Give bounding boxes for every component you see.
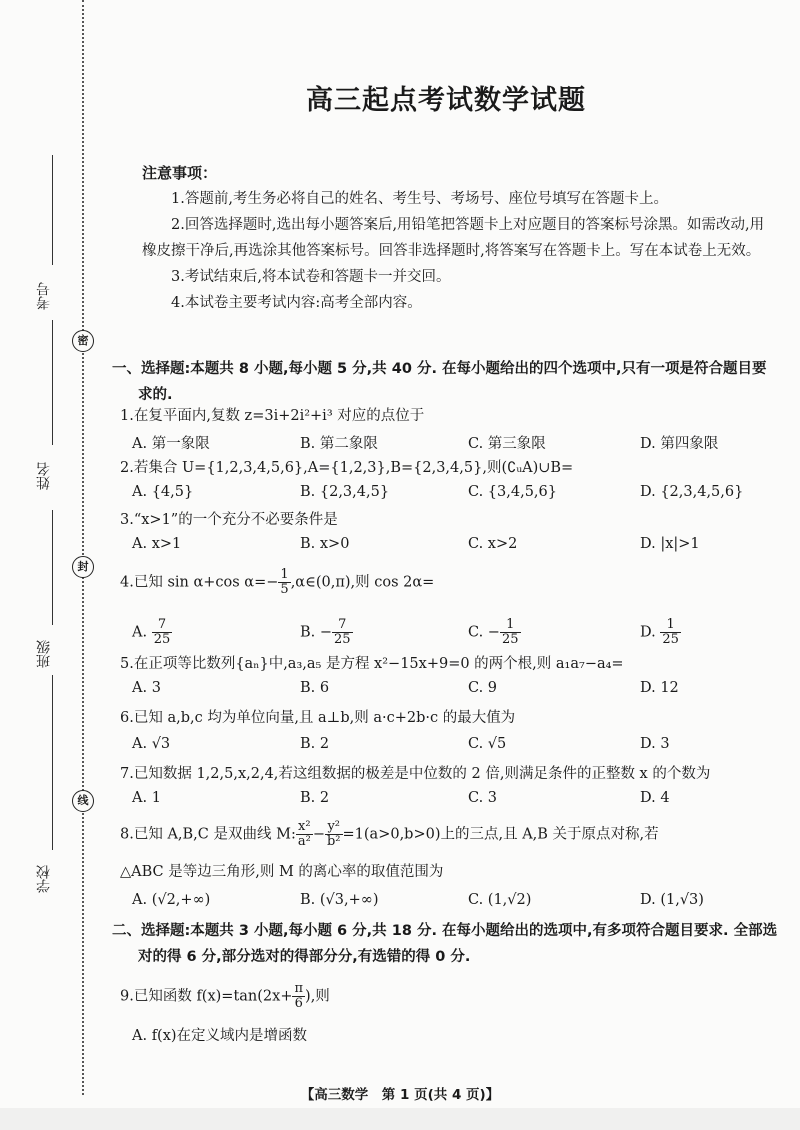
section-1-header: 一、选择题:本题共 8 小题,每小题 5 分,共 40 分. 在每小题给出的四个选项中,只有一项是符合题目要求的. — [112, 361, 767, 403]
question-3: 3.“x>1”的一个充分不必要条件是 — [120, 512, 338, 528]
banji-line — [52, 510, 53, 625]
frac-den: 6 — [294, 996, 303, 1011]
question-5: 5.在正项等比数列{aₙ}中,a₃,a₅ 是方程 x²−15x+9=0 的两个根,则 a₁a₇−a₄= — [120, 656, 624, 672]
frac-den: 25 — [662, 632, 679, 647]
option-d: D. 第四象限 — [640, 436, 719, 452]
seal-char-xian: 线 — [72, 790, 94, 812]
option-a: A. 3 — [132, 680, 161, 696]
option-b: B. (√3,+∞) — [300, 892, 379, 908]
seal-char-mi: 密 — [72, 330, 94, 352]
frac-den: 25 — [334, 632, 351, 647]
frac-num: 7 — [152, 618, 173, 633]
page-footer: 【高三数学 第 1 页(共 4 页)】 — [300, 1087, 500, 1103]
option-b: B. 第二象限 — [300, 436, 378, 452]
option-b — [300, 618, 353, 647]
question-8-line2: △ABC 是等边三角形,则 M 的离心率的取值范围为 — [120, 864, 444, 880]
option-a: A. 1 — [132, 790, 161, 806]
q9-fraction — [292, 982, 305, 1011]
frac-den: b² — [326, 834, 341, 849]
option-d: D. 12 — [640, 680, 679, 696]
note-item: 1.答题前,考生务必将自己的姓名、考生号、考场号、座位号填写在答题卡上。 — [171, 191, 668, 207]
option-a: A. {4,5} — [132, 484, 194, 500]
option-c: C. x>2 — [468, 536, 518, 552]
q4-stem-a: 4.已知 sin α+cos α=− — [120, 574, 279, 591]
xingming-line — [52, 320, 53, 445]
option-b: B. {2,3,4,5} — [300, 484, 390, 500]
question-2: 2.若集合 U={1,2,3,4,5,6},A={1,2,3},B={2,3,4,5},则(∁ᵤA)∪B= — [120, 460, 574, 476]
question-9 — [120, 982, 780, 1011]
field-banji: 班级 — [36, 640, 52, 668]
opt-prefix: D. — [640, 624, 661, 641]
option-d: D. |x|>1 — [640, 536, 700, 552]
option-c: C. {3,4,5,6} — [468, 484, 557, 500]
q9-stem-b: ),则 — [305, 988, 330, 1005]
opt-prefix: C. − — [468, 624, 500, 641]
note-item: 4.本试卷主要考试内容:高考全部内容。 — [171, 295, 422, 311]
option-c: C. 第三象限 — [468, 436, 546, 452]
option-c: C. √5 — [468, 736, 507, 752]
question-6: 6.已知 a,b,c 均为单位向量,且 a⊥b,则 a·c+2b·c 的最大值为 — [120, 710, 516, 726]
question-8: 8.已知 A,B,C 是双曲线 M: $\frac{\text{x²}}{\text{a²}}$ − $\frac{\text{y²}}{\text{b²}}$ =1(a>0,b>0)上的三点,且 A,B 关于原点对称,若 — [120, 819, 659, 849]
option-c: C. 9 — [468, 680, 498, 696]
frac-num: x² — [296, 820, 313, 835]
q8-frac-y — [325, 820, 343, 849]
seal-dotted-line — [82, 0, 84, 1095]
frac-num: 7 — [332, 618, 353, 633]
frac-num: 1 — [500, 618, 521, 633]
frac-den: 25 — [501, 632, 519, 647]
option-b: B. 2 — [300, 790, 330, 806]
frac-den: a² — [297, 834, 311, 849]
option-a: A. √3 — [132, 736, 171, 752]
frac-den: 5 — [280, 582, 289, 597]
option-c: C. 3 — [468, 790, 498, 806]
option-d: D. {2,3,4,5,6} — [640, 484, 744, 500]
field-xingming: 姓名 — [36, 462, 52, 490]
notes-block — [142, 160, 772, 316]
note-item: 3.考试结束后,将本试卷和答题卡一并交回。 — [171, 269, 451, 285]
frac-num: y² — [325, 820, 343, 835]
seal-char-feng: 封 — [72, 556, 94, 578]
option-a: A. x>1 — [132, 536, 182, 552]
field-xuexiao: 学校 — [36, 865, 52, 893]
frac-num: π — [294, 981, 304, 996]
frac-den: 25 — [153, 632, 171, 647]
option-a: A. f(x)在定义域内是增函数 — [132, 1028, 308, 1044]
option-b: B. 2 — [300, 736, 330, 752]
option-d — [640, 618, 681, 647]
frac-num: 1 — [280, 567, 289, 582]
option-d: D. (1,√3) — [640, 892, 704, 908]
q4-stem-b: ,α∈(0,π),则 cos 2α= — [290, 574, 435, 591]
opt-prefix: A. — [132, 624, 152, 641]
option-a: A. (√2,+∞) — [132, 892, 211, 908]
question-7: 7.已知数据 1,2,5,x,2,4,若这组数据的极差是中位数的 2 倍,则满足条件的正整数 x 的个数为 — [120, 766, 711, 782]
note-item: 2.回答选择题时,选出每小题答案后,用铅笔把答题卡上对应题目的答案标号涂黑。如需改动,用橡皮擦干净后,再选涂其他答案标号。回答非选择题时,将答案写在答题卡上。写在本试卷上无效。 — [142, 217, 765, 259]
option-a: A. 第一象限 — [132, 436, 210, 452]
frac-num: 1 — [660, 618, 681, 633]
q8-stem-b: =1(a>0,b>0)上的三点,且 A,B 关于原点对称,若 — [342, 826, 659, 843]
opt-prefix: B. − — [300, 624, 333, 641]
option-d: D. 3 — [640, 736, 670, 752]
option-d: D. 4 — [640, 790, 670, 806]
notes-heading: 注意事项： — [142, 164, 218, 182]
page-title: 高三起点考试数学试题 — [306, 85, 586, 116]
option-b: B. x>0 — [300, 536, 350, 552]
question-1: 1.在复平面内,复数 z=3i+2i²+i³ 对应的点位于 — [120, 408, 425, 424]
option-b: B. 6 — [300, 680, 330, 696]
xuexiao-line — [52, 675, 53, 850]
section-2-header: 二、选择题:本题共 3 小题,每小题 6 分,共 18 分. 在每小题给出的选项中,有多项符合题目要求. 全部选对的得 6 分,部分选对的得部分分,有选错的得 0 分. — [112, 923, 778, 965]
q4-fraction — [278, 568, 290, 597]
q9-stem-a: 9.已知函数 f(x)=tan(2x+ — [120, 988, 293, 1005]
q8-frac-x — [296, 820, 313, 849]
field-kaohao: 考号 — [36, 282, 52, 310]
kaohao-line — [52, 155, 53, 265]
page-bottom-edge — [0, 1108, 800, 1130]
option-c: C. (1,√2) — [468, 892, 532, 908]
q8-stem-a: 8.已知 A,B,C 是双曲线 M: — [120, 826, 296, 843]
option-a — [132, 618, 172, 647]
option-c — [468, 618, 521, 647]
question-4 — [120, 568, 780, 597]
binding-margin — [0, 0, 100, 1130]
